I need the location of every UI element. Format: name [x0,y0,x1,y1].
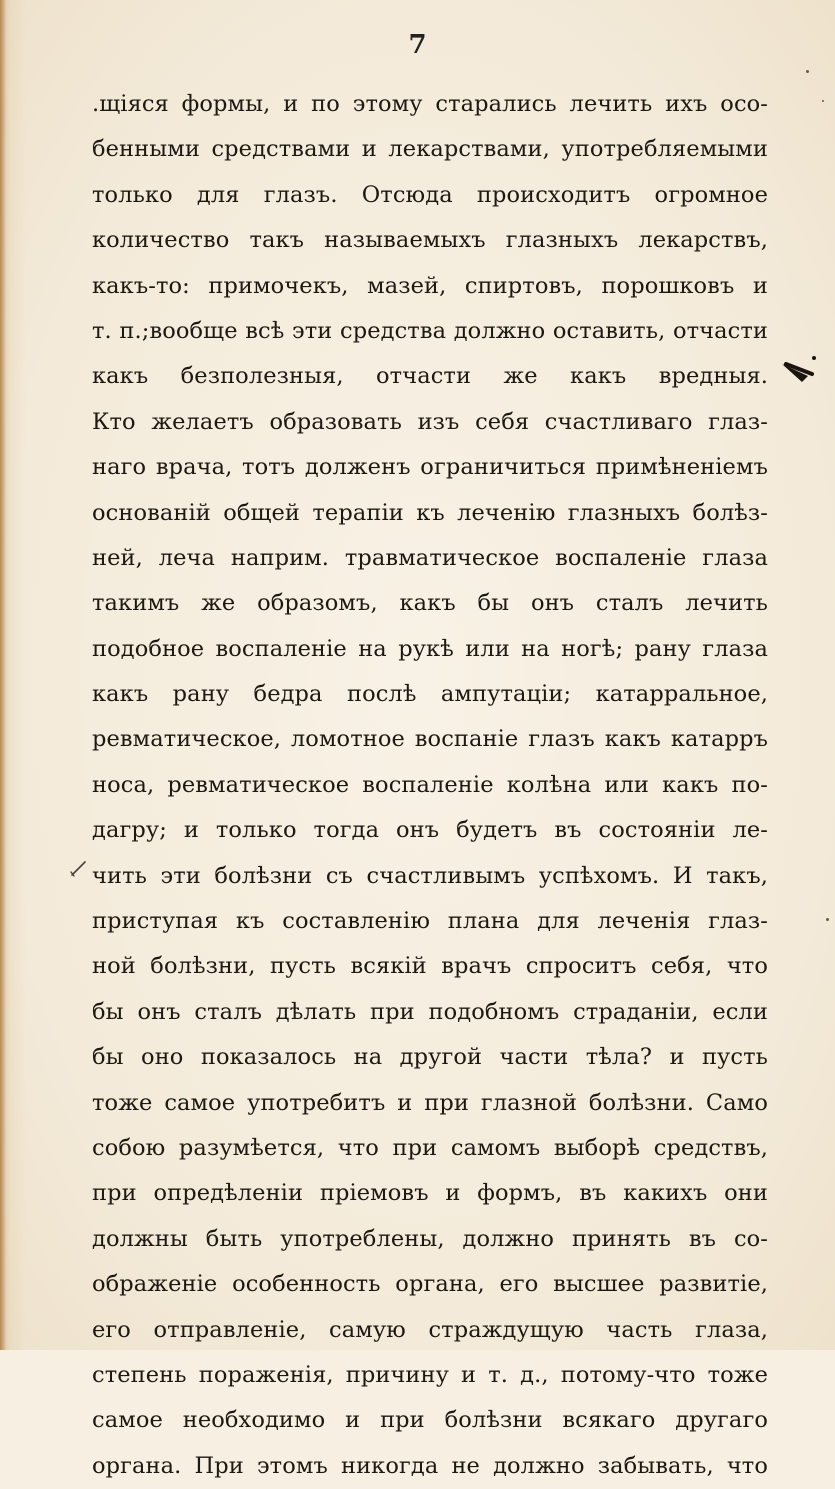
text-line: Кто желаетъ образовать изъ себя счастливаго глаз- [92,408,768,435]
text-line: собою разумѣется, что при самомъ выборѣ средствъ, [92,1134,768,1161]
margin-pencil-tick-icon [70,858,88,878]
text-line: ображеніе особенность органа, его высшее развитіе, [92,1271,768,1298]
text-line: количество такъ называемыхъ глазныхъ лекарствъ, [92,227,768,254]
text-line: чить эти болѣзни съ счастливымъ успѣхомъ. И такъ, [92,862,768,889]
text-line: его отправленіе, самую страждущую часть глаза, [92,1316,768,1343]
body-text [92,82,768,1489]
text-line: приступая къ составленію плана для леченія глаз- [92,908,768,935]
paper-speck [822,100,824,102]
text-line: дагру; и только тогда онъ будетъ въ состояніи ле- [92,817,768,844]
text-line: бы оно показалось на другой части тѣла? и пусть [92,1044,768,1071]
text-line: какъ-то: примочекъ, мазей, спиртовъ, порошковъ и [92,272,768,299]
text-line: ревматическое, ломотное воспаніе глазъ какъ катарръ [92,726,768,753]
text-line: бы онъ сталъ дѣлать при подобномъ страданіи, если [92,998,768,1025]
text-line: такимъ же образомъ, какъ бы онъ сталъ лечить [92,590,768,617]
text-line: только для глазъ. Отсюда происходитъ огромное [92,181,768,208]
text-line: подобное воспаленіе на рукѣ или на ногѣ; рану глаза [92,635,768,662]
text-line: ней, леча наприм. травматическое воспаленіе глаза [92,544,768,571]
paper-speck [806,70,809,73]
paper-speck [826,918,829,921]
page-number: 7 [408,30,427,60]
text-line: .щіяся формы, и по этому старались лечить ихъ осо- [92,91,768,117]
text-line: бенными средствами и лекарствами, употребляемыми [92,136,768,163]
text-line: основаній общей терапіи къ леченію глазныхъ болѣз- [92,499,768,526]
text-line: наго врача, тотъ долженъ ограничиться примѣненіемъ [92,454,768,481]
margin-ink-mark-icon [778,352,818,392]
text-line: самое необходимо и при болѣзни всякаго другаго [92,1407,768,1434]
text-line: степень пораженія, причину и т. д., потому-что тоже [92,1361,768,1388]
text-line: ной болѣзни, пусть всякій врачъ спроситъ себя, что [92,953,768,980]
text-line: какъ безполезныя, отчасти же какъ вредныя. [92,363,768,390]
text-line: какъ рану бедра послѣ ампутаціи; катарральное, [92,681,768,708]
text-line: должны быть употреблены, должно принять въ со- [92,1225,768,1252]
text-line: носа, ревматическое воспаленіе колѣна или какъ по- [92,771,768,798]
page-spine-edge [0,0,6,1350]
text-line: органа. При этомъ никогда не должно забывать, что [92,1452,768,1479]
text-line: при опредѣленіи пріемовъ и формъ, въ какихъ они [92,1180,768,1207]
text-line: тоже самое употребитъ и при глазной болѣзни. Само [92,1089,768,1116]
text-line: т. п.;вообще всѣ эти средства должно оставить, отчасти [92,317,768,344]
